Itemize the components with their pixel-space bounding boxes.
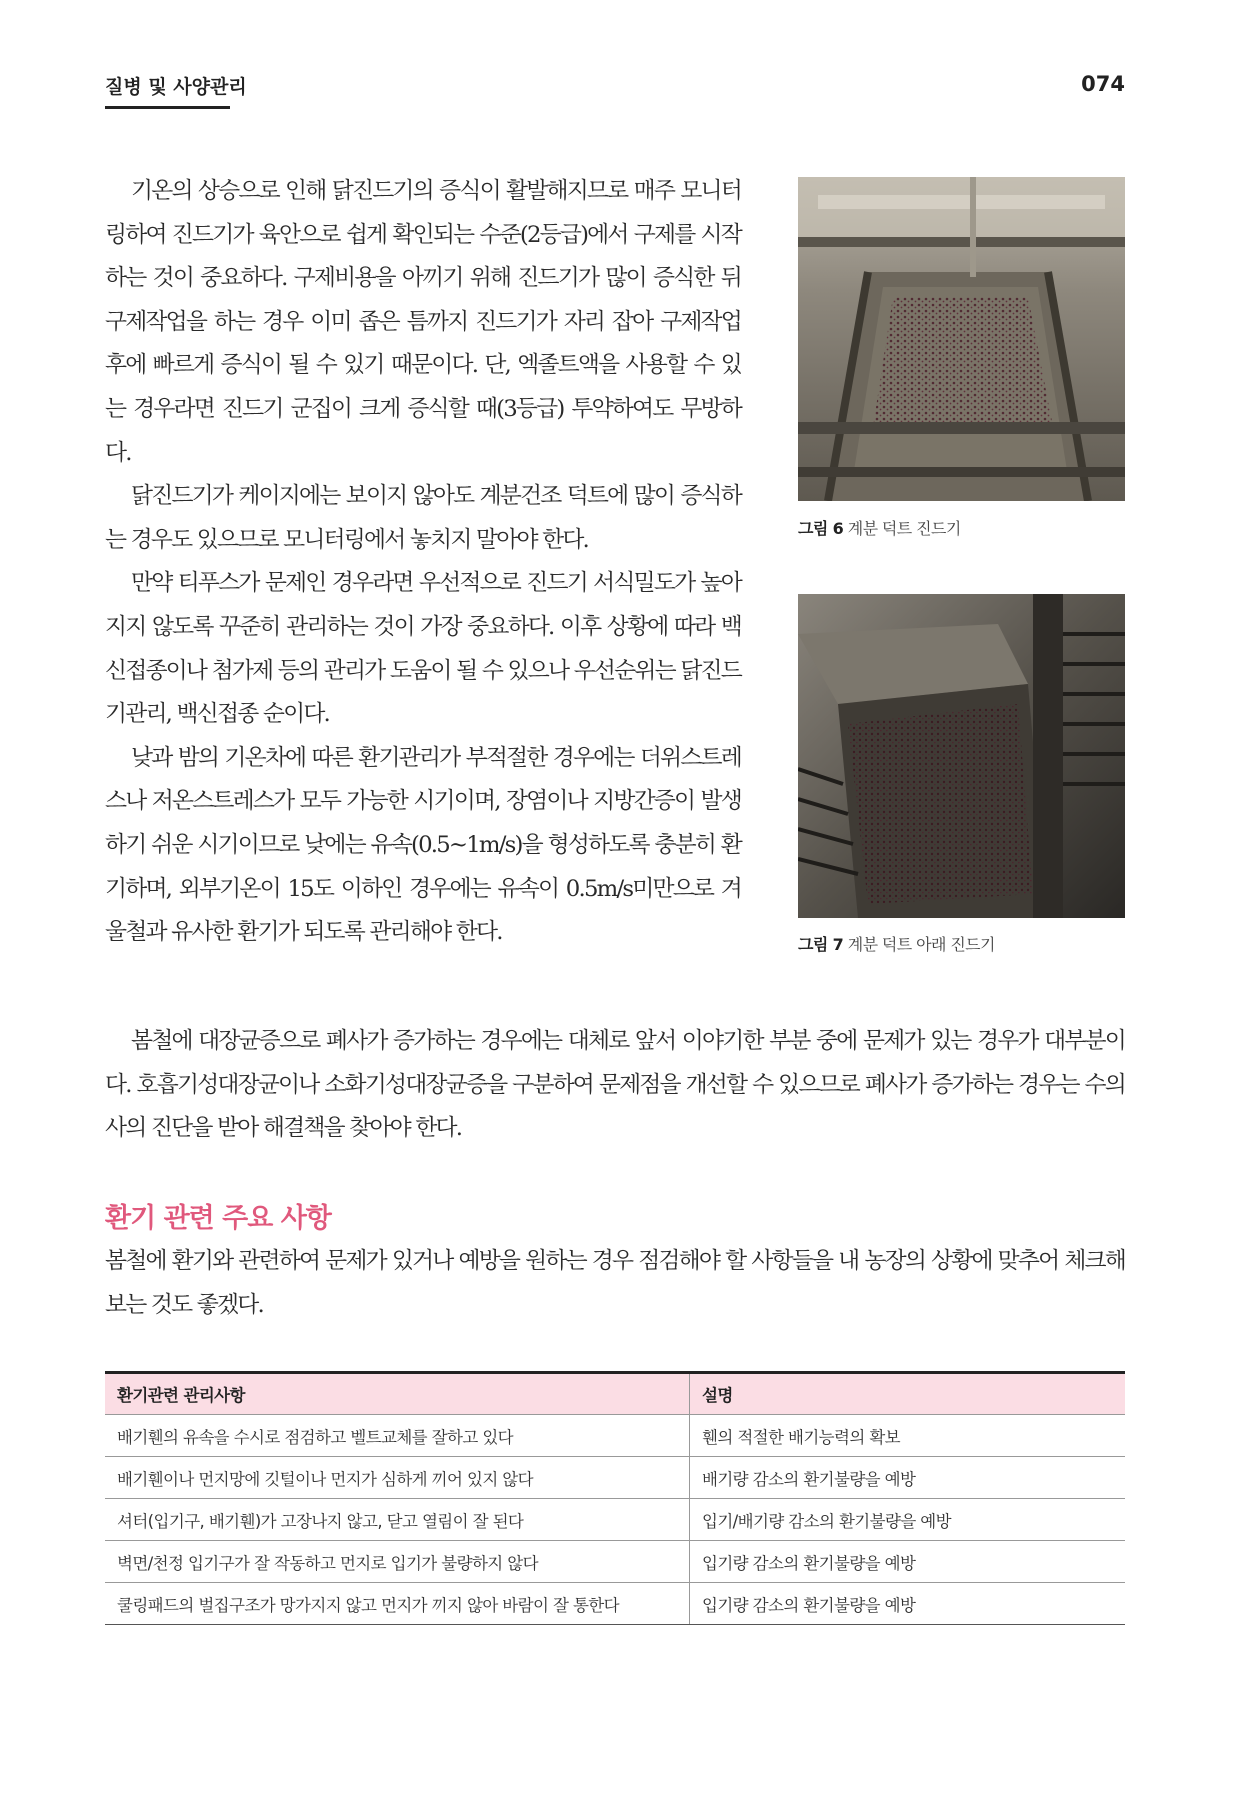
body-paragraph-3: 만약 티푸스가 문제인 경우라면 우선적으로 진드기 서식밀도가 높아지지 않도록 꾸준히 관리하는 것이 가장 중요하다. 이후 상황에 따라 백신접종이나 첨가제 등의 관리가 도움이 될 수 있으나 우선순위는 닭진드기관리, 백신접종 순이다.	[105, 570, 741, 728]
body-text-column	[105, 170, 741, 955]
table-cell-item: 배기휀의 유속을 수시로 점검하고 벨트교체를 잘하고 있다	[105, 1415, 690, 1457]
table-cell-description: 입기량 감소의 환기불량을 예방	[690, 1541, 1126, 1583]
ventilation-checklist-table	[105, 1371, 1125, 1625]
table-header-description: 설명	[690, 1373, 1126, 1415]
body-paragraph-5: 봄철에 대장균증으로 폐사가 증가하는 경우에는 대체로 앞서 이야기한 부분 중에 문제가 있는 경우가 대부분이다. 호흡기성대장균이나 소화기성대장균증을 구분하여 문제점을 개선할 수 있으므로 폐사가 증가하는 경우는 수의사의 진단을 받아 해결책을 찾아야 한다.	[105, 1028, 1125, 1142]
section-intro	[105, 1240, 1125, 1327]
table-header-item: 환기관련 관리사항	[105, 1373, 690, 1415]
table-row	[105, 1457, 1125, 1499]
table-cell-item: 쿨링패드의 벌집구조가 망가지지 않고 먼지가 끼지 않아 바람이 잘 통한다	[105, 1583, 690, 1625]
figure-caption-text-1: 계분 덕트 진드기	[847, 519, 961, 538]
figure-label-1: 그림 6	[798, 519, 844, 538]
table-cell-description: 배기량 감소의 환기불량을 예방	[690, 1457, 1126, 1499]
table-cell-description: 입기량 감소의 환기불량을 예방	[690, 1583, 1126, 1625]
table-cell-item: 벽면/천정 입기구가 잘 작동하고 먼지로 입기가 불량하지 않다	[105, 1541, 690, 1583]
body-paragraph-1: 기온의 상승으로 인해 닭진드기의 증식이 활발해지므로 매주 모니터링하여 진드기가 육안으로 쉽게 확인되는 수준(2등급)에서 구제를 시작하는 것이 중요하다. 구제비용을 아끼기 위해 진드기가 많이 증식한 뒤 구제작업을 하는 경우 이미 좁은 틈까지 진드기가 자리 잡아 구제작업 후에 빠르게 증식이 될 수 있기 때문이다. 단, 엑졸트액을 사용할 수 있는 경우라면 진드기 군집이 크게 증식할 때(3등급) 투약하여도 무방하다.	[105, 178, 741, 466]
figure-caption-text-2: 계분 덕트 아래 진드기	[847, 935, 995, 954]
body-paragraph-2: 닭진드기가 케이지에는 보이지 않아도 계분건조 덕트에 많이 증식하는 경우도 있으므로 모니터링에서 놓치지 말아야 한다.	[105, 483, 741, 553]
table-cell-item: 배기휀이나 먼지망에 깃털이나 먼지가 심하게 끼어 있지 않다	[105, 1457, 690, 1499]
figure-label-2: 그림 7	[798, 935, 844, 954]
body-paragraph-4: 낮과 밤의 기온차에 따른 환기관리가 부적절한 경우에는 더위스트레스나 저온스트레스가 모두 가능한 시기이며, 장염이나 지방간증이 발생하기 쉬운 시기이므로 낮에는 유속(0.5~1m/s)을 형성하도록 충분히 환기하며, 외부기온이 15도 이하인 경우에는 유속이 0.5m/s미만으로 겨울철과 유사한 환기가 되도록 관리해야 한다.	[105, 744, 741, 946]
figure-duct-mites-photo	[798, 177, 1125, 501]
page-number: 074	[1081, 72, 1125, 96]
figure-under-duct-mites-photo	[798, 594, 1125, 918]
section-intro-text: 봄철에 환기와 관련하여 문제가 있거나 예방을 원하는 경우 점검해야 할 사항들을 내 농장의 상황에 맞추어 체크해 보는 것도 좋겠다.	[105, 1248, 1125, 1318]
table-row	[105, 1541, 1125, 1583]
table-cell-description: 휀의 적절한 배기능력의 확보	[690, 1415, 1126, 1457]
table-header-row	[105, 1373, 1125, 1415]
figure-caption-1	[798, 516, 961, 539]
table-cell-item: 셔터(입기구, 배기휀)가 고장나지 않고, 닫고 열림이 잘 된다	[105, 1499, 690, 1541]
header-rule	[105, 106, 230, 109]
running-header-section: 질병 및 사양관리	[105, 76, 247, 98]
table-row	[105, 1583, 1125, 1625]
body-text-full-width	[105, 1020, 1125, 1151]
section-title: 환기 관련 주요 사항	[105, 1203, 331, 1234]
table-row	[105, 1499, 1125, 1541]
table-cell-description: 입기/배기량 감소의 환기불량을 예방	[690, 1499, 1126, 1541]
table-row	[105, 1415, 1125, 1457]
figure-caption-2	[798, 932, 995, 955]
